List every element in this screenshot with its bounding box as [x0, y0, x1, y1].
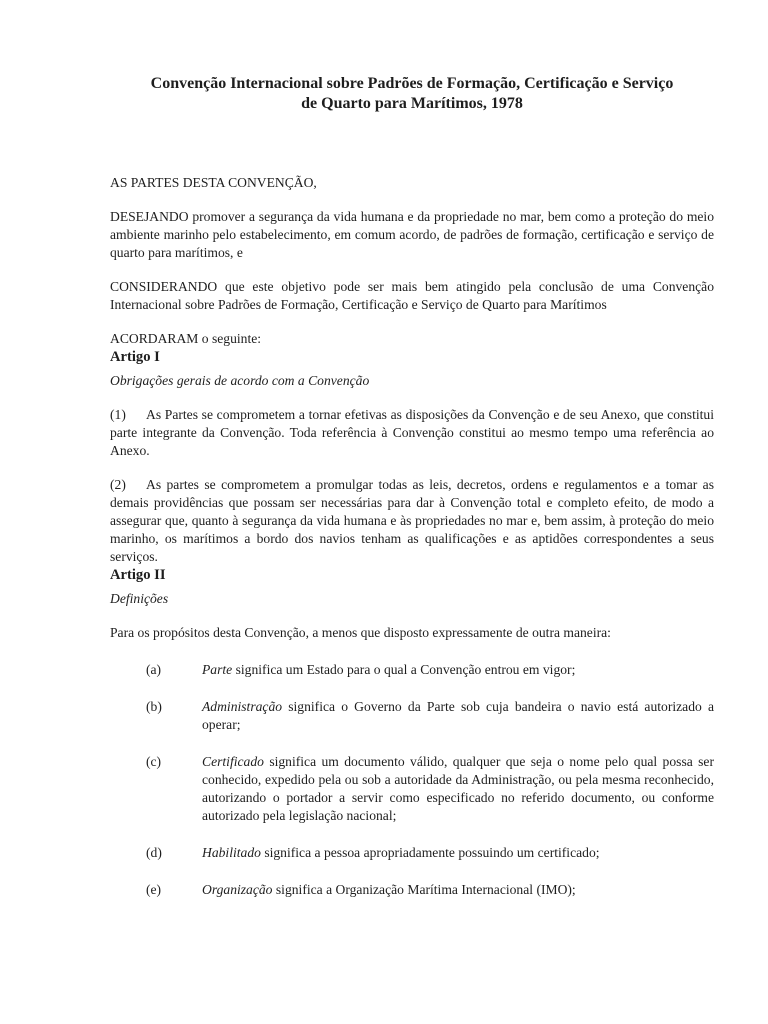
paragraph-number: (1)	[110, 407, 126, 422]
definition-text	[202, 844, 714, 862]
definition-item	[110, 698, 714, 734]
definition-text	[202, 698, 714, 734]
definitions-list	[110, 661, 714, 899]
paragraph-text: As partes se comprometem a promulgar todas as leis, decretos, ordens e regulamentos e a tomar as demais providências que possam ser necessárias para dar à Convenção total e completo efeito, de modo a assegurar que, quanto à segurança da vida humana e às propriedades no mar e, bem assim, à proteção do meio marinho, os marítimos a bordo dos navios tenham as qualificações e as aptidões correspondentes a seus serviços.	[110, 477, 714, 564]
definition-body: significa um documento válido, qualquer que seja o nome pelo qual possa ser conhecido, expedido pela ou sob a autoridade da Administração, ou pela mesma reconhecido, autorizando o portador a servir como especificado no referido documento, ou conforme autorizado pela legislação nacional;	[202, 754, 714, 823]
article-2-heading: Artigo II	[110, 567, 166, 583]
definition-term: Administração	[202, 699, 283, 714]
definition-body: significa a pessoa apropriadamente possuindo um certificado;	[260, 845, 600, 860]
article-2-intro: Para os propósitos desta Convenção, a menos que disposto expressamente de outra maneira:	[110, 625, 611, 640]
title-line-2: de Quarto para Marítimos, 1978	[301, 95, 523, 112]
definition-text	[202, 661, 714, 679]
definition-body: significa um Estado para o qual a Convenção entrou em vigor;	[232, 662, 576, 677]
document-title	[110, 74, 714, 114]
preamble-considering: CONSIDERANDO que este objetivo pode ser mais bem atingido pela conclusão de uma Convenção Internacional sobre Padrões de Formação, Certificação e Serviço de Quarto para Marítimos	[110, 279, 714, 312]
article-1-heading: Artigo I	[110, 349, 160, 365]
article-1-paragraph-1	[110, 406, 714, 460]
definition-body: significa o Governo da Parte sob cuja bandeira o navio está autorizado a operar;	[202, 699, 714, 732]
definition-item	[110, 753, 714, 825]
definition-item	[110, 881, 714, 899]
preamble-agreed: ACORDARAM o seguinte:	[110, 331, 262, 346]
definition-term: Certificado	[202, 754, 264, 769]
definition-label: (e)	[146, 882, 162, 897]
document-page	[110, 74, 714, 899]
definition-body: significa a Organização Marítima Internacional (IMO);	[272, 882, 576, 897]
definition-text	[202, 753, 714, 825]
definition-term: Habilitado	[202, 845, 261, 860]
preamble-desiring: DESEJANDO promover a segurança da vida humana e da propriedade no mar, bem como a proteção do meio ambiente marinho pelo estabelecimento, em comum acordo, de padrões de formação, certificação e serviço de quarto para marítimos, e	[110, 209, 714, 260]
preamble-parties: AS PARTES DESTA CONVENÇÃO,	[110, 175, 317, 190]
definition-text	[202, 881, 714, 899]
paragraph-text: As Partes se comprometem a tornar efetivas as disposições da Convenção e de seu Anexo, que constitui parte integrante da Convenção. Toda referência à Convenção constitui ao mesmo tempo uma referência ao Anexo.	[110, 407, 714, 458]
article-2-subtitle: Definições	[110, 591, 169, 606]
paragraph-number: (2)	[110, 477, 126, 492]
article-1-paragraph-2	[110, 476, 714, 566]
definition-term: Parte	[202, 662, 233, 677]
article-1-subtitle: Obrigações gerais de acordo com a Convenção	[110, 373, 370, 388]
definition-item	[110, 661, 714, 679]
definition-label: (d)	[146, 845, 162, 860]
definition-term: Organização	[202, 882, 273, 897]
title-line-1: Convenção Internacional sobre Padrões de Formação, Certificação e Serviço	[150, 75, 674, 92]
definition-label: (b)	[146, 699, 162, 714]
definition-label: (c)	[146, 754, 162, 769]
definition-label: (a)	[146, 662, 162, 677]
definition-item	[110, 844, 714, 862]
